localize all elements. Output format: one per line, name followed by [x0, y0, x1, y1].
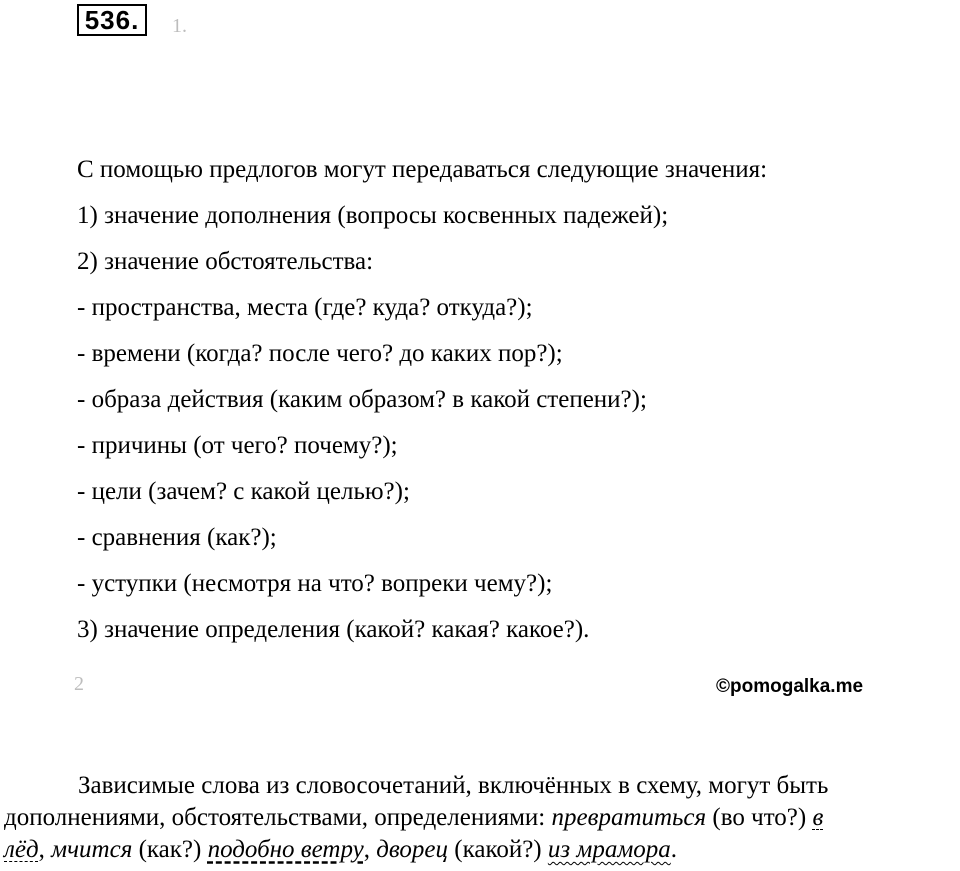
task-number-box — [77, 4, 147, 36]
paragraph-line-3 — [4, 834, 960, 866]
task-number: 536. — [84, 5, 140, 35]
example-question-1: (во что?) — [706, 804, 813, 831]
example-dependent-3: из мрамора — [547, 836, 671, 863]
example-dependent-1b: лёд — [4, 836, 39, 863]
text-line: - цели (зачем? с какой целью?); — [77, 478, 410, 505]
site-watermark: ©pomogalka.me — [716, 676, 864, 697]
text-line: 3) значение определения (какой? какая? какое?). — [77, 616, 590, 643]
text-line: - сравнения (как?); — [77, 524, 277, 551]
text-line: С помощью предлогов могут передаваться следующие значения: — [77, 156, 768, 183]
text-line: - причины (от чего? почему?); — [77, 432, 398, 459]
text-line: 1) значение дополнения (вопросы косвенных падежей); — [77, 202, 669, 229]
text-line: - пространства, места (где? куда? откуда?); — [77, 294, 533, 321]
paragraph-line-2 — [4, 802, 960, 834]
separator: , — [38, 836, 52, 863]
paragraph-text: дополнениями, обстоятельствами, определениями: — [4, 804, 552, 831]
period: . — [670, 836, 678, 863]
part-2-paragraph — [4, 770, 960, 866]
text-line: - уступки (несмотря на что? вопреки чему?); — [77, 570, 553, 597]
part-2-label: 2 — [74, 673, 84, 695]
text-line: - времени (когда? после чего? до каких пор?); — [77, 340, 563, 367]
example-word-3: дворец — [376, 836, 448, 863]
text-line: 2) значение обстоятельства: — [77, 248, 374, 275]
paragraph-line-1: Зависимые слова из словосочетаний, включённых в схему, могут быть — [78, 772, 829, 799]
example-question-2: (как?) — [132, 836, 208, 863]
example-word-2: мчится — [51, 836, 133, 863]
part-1-text — [77, 147, 767, 653]
example-dependent-2: подобно ветру — [207, 836, 364, 863]
text-line: - образа действия (каким образом? в какой степени?); — [77, 386, 647, 413]
example-word-1: превратиться — [551, 804, 707, 831]
part-1-label: 1. — [172, 15, 187, 37]
example-dependent-1a: в — [812, 804, 824, 831]
separator: , — [363, 836, 377, 863]
example-question-3: (какой?) — [448, 836, 548, 863]
